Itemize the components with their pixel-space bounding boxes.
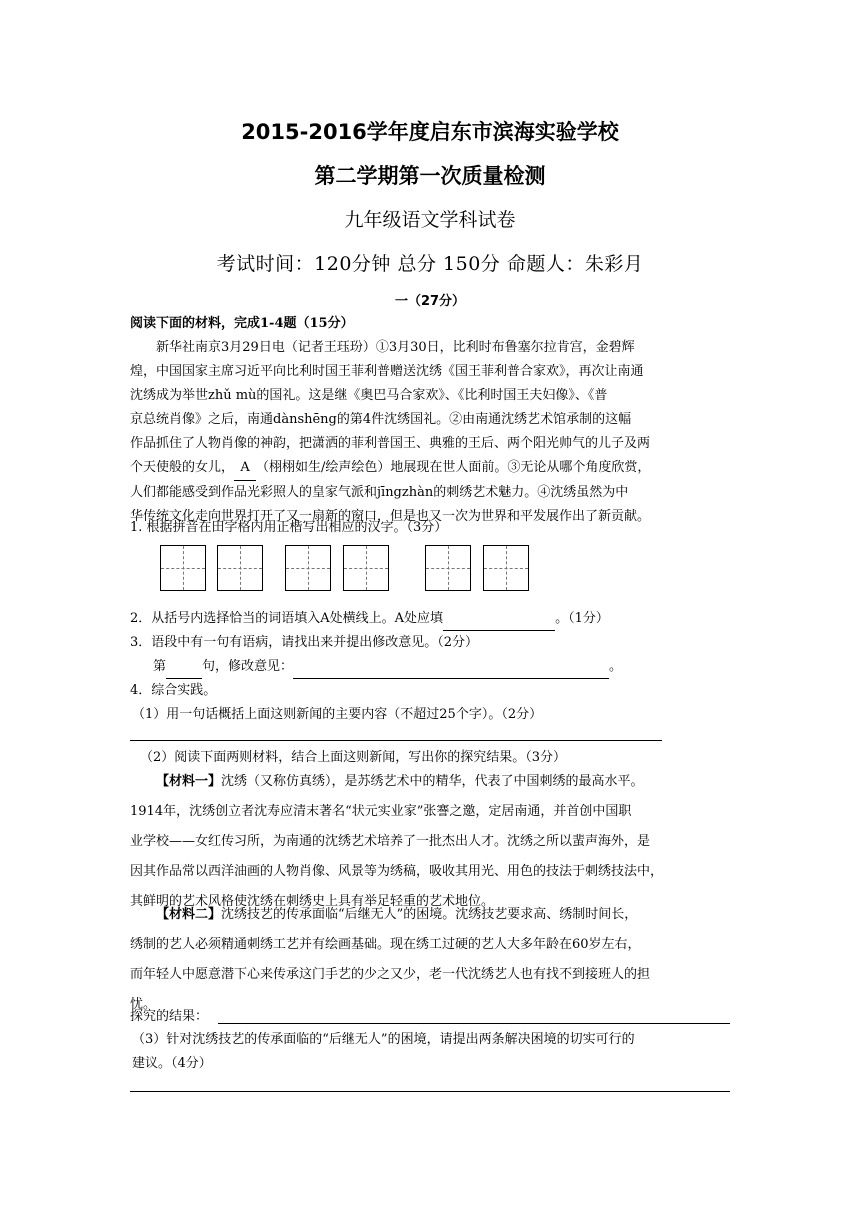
exam-info-line: 考试时间：120分钟 总分 150分 命题人：朱彩月 — [216, 253, 644, 275]
question-4: 4．综合实践。 — [130, 683, 217, 698]
question-4-3: （3）针对沈绣技艺的传承面临的“后继无人”的困境，请提出两条解决困境的切实可行的 建议。（4分） — [132, 1032, 635, 1071]
question-4-2: （2）阅读下面两则材料，结合上面这则新闻，写出你的探究结果。（3分） — [140, 750, 567, 765]
section-title: 一（27分） — [394, 294, 466, 309]
passage-line: 作品抓住了人物肖像的神韵，把潇洒的菲利普国王、典雅的王后、两个阳光帅气的儿子及两 — [130, 436, 651, 451]
question-1: 1. 根据拼音在田字格内用正楷写出相应的汉字。（3分） — [130, 520, 448, 535]
passage-line: 沈绣成为举世zhǔ mù的国礼。这是继《奥巴马合家欢》、《比利时国王夫妇像》、《普 — [130, 388, 608, 403]
answer-line-result[interactable] — [218, 1023, 730, 1024]
material-one: 【材料一】沈绣（又称仿真绣），是苏绣艺术中的精华，代表了中国刺绣的最高水平。 1914年，沈绣创立者沈寿应清末著名“状元实业家”张謇之邀，定居南通，并首创中国职 业学校——女红传习所，为南通的沈绣艺术培养了一批杰出人才。沈绣之所以蜚声海外，是 因其作品常以西洋油画的人物肖像、风景等为绣稿，吸收其用光、用色的技法于刺绣技法中， 其鲜明的艺术风格使沈绣在刺绣史上具有举足轻重的艺术地位。 — [130, 767, 730, 917]
character-grid[interactable] — [217, 545, 263, 591]
passage-line: 煌，中国国家主席习近平向比利时国王菲利普赠送沈绣《国王菲利普合家欢》，再次让南通 — [130, 364, 644, 379]
character-grid[interactable] — [483, 545, 529, 591]
character-grid[interactable] — [425, 545, 471, 591]
material-line: 因其作品常以西洋油画的人物肖像、风景等为绣稿，吸收其用光、用色的技法于刺绣技法中， — [130, 864, 664, 879]
material-line: 忧。 — [130, 997, 157, 1012]
result-label: 探究的结果： — [130, 1009, 209, 1024]
question-3: 3．语段中有一句有语病，请找出来并提出修改意见。（2分） — [130, 635, 479, 650]
material-line: 1914年，沈绣创立者沈寿应清末著名“状元实业家”张謇之邀，定居南通，并首创中国职 — [130, 804, 632, 819]
exam-term-title: 第二学期第一次质量检测 — [314, 164, 546, 188]
passage-line: 华传统文化走向世界打开了又一扇新的窗口，但是也又一次为世界和平发展作出了新贡献。 — [130, 509, 651, 524]
material-line: 其鲜明的艺术风格使沈绣在刺绣史上具有举足轻重的艺术地位。 — [130, 894, 495, 909]
section-instruction: 阅读下面的材料，完成1-4题（15分） — [130, 316, 354, 331]
character-grid[interactable] — [343, 545, 389, 591]
material-line: 绣制的艺人必须精通刺绣工艺并有绘画基础。现在绣工过硬的艺人大多年龄在60岁左右， — [130, 937, 641, 952]
answer-line-q4-1[interactable] — [130, 740, 662, 741]
question-2: 2．从括号内选择恰当的词语填入A处横线上。A处应填 。（1分） — [130, 607, 609, 631]
material-line: 而年轻人中愿意潜下心来传承这门手艺的少之又少，老一代沈绣艺人也有找不到接班人的担 — [130, 967, 651, 982]
material-two-tag: 【材料二】 — [156, 907, 222, 922]
question-4-1: （1）用一句话概括上面这则新闻的主要内容（不超过25个字）。（2分） — [132, 707, 543, 722]
answer-line-q4-3[interactable] — [130, 1091, 730, 1092]
material-line: 业学校——女红传习所，为南通的沈绣艺术培养了一批杰出人才。沈绣之所以蜚声海外，是 — [130, 834, 651, 849]
news-passage — [130, 336, 730, 529]
passage-line: 人们都能感受到作品光彩照人的皇家气派和jīngzhàn的刺绣艺术魅力。④沈绣虽然为中 — [130, 485, 629, 500]
passage-line: 新华社南京3月29日电（记者王珏玢）①3月30日，比利时布鲁塞尔拉肯宫，金碧辉 — [156, 340, 635, 355]
answer-blank-revision[interactable] — [293, 661, 609, 679]
answer-blank-q2[interactable] — [443, 613, 555, 631]
exam-subject-title: 九年级语文学科试卷 — [344, 209, 516, 231]
passage-line: 京总统肖像》之后，南通dànshēng的第4件沈绣国礼。②由南通沈绣艺术馆承制的这幅 — [130, 412, 632, 427]
material-one-tag: 【材料一】 — [156, 774, 222, 789]
blank-a[interactable]: A — [234, 456, 256, 481]
character-grid[interactable] — [285, 545, 331, 591]
exam-school-title: 2015-2016学年度启东市滨海实验学校 — [241, 120, 619, 144]
passage-line: 个天使般的女儿， A （栩栩如生/绘声绘色）地展现在世人面前。③无论从哪个角度欣赏， — [130, 456, 730, 481]
question-3-answer: 第 句，修改意见： 。 — [153, 655, 622, 679]
character-grid[interactable] — [160, 545, 206, 591]
answer-blank-sentence-number[interactable] — [166, 661, 202, 679]
material-two: 【材料二】沈绣技艺的传承面临“后继无人”的困境。沈绣技艺要求高、绣制时间长， 绣制的艺人必须精通刺绣工艺并有绘画基础。现在绣工过硬的艺人大多年龄在60岁左右， 而年轻人中愿意潜下心来传承这门手艺的少之又少，老一代沈绣艺人也有找不到接班人的担 忧。 — [130, 900, 730, 1020]
